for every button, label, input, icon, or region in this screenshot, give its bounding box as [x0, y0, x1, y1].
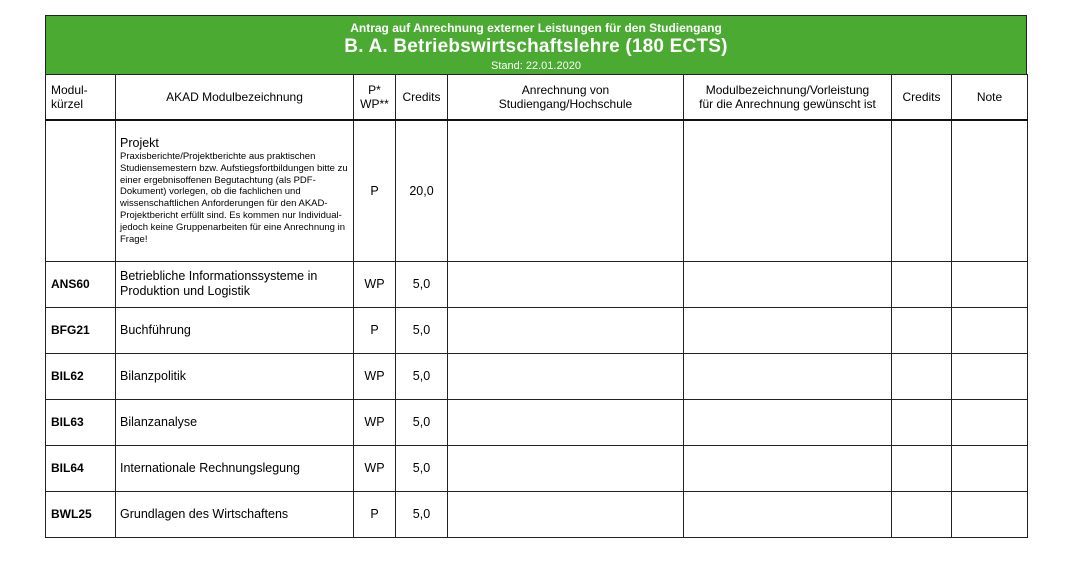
credits-input-cell[interactable]	[892, 120, 952, 261]
note-input-cell[interactable]	[952, 399, 1028, 445]
anrechnung-input-cell[interactable]	[448, 445, 684, 491]
table-row	[46, 307, 1028, 353]
module-code: BIL62	[46, 353, 116, 399]
anrechnung-input-cell[interactable]	[448, 491, 684, 537]
module-name: Projekt	[120, 136, 159, 151]
header-credits-external: Credits	[892, 75, 952, 121]
credits-input-cell[interactable]	[892, 261, 952, 307]
module-code: BIL64	[46, 445, 116, 491]
module-credits: 5,0	[396, 261, 448, 307]
module-type: P	[354, 491, 396, 537]
credits-input-cell[interactable]	[892, 399, 952, 445]
module-name: Bilanzpolitik	[116, 353, 354, 399]
module-code	[46, 120, 116, 261]
note-input-cell[interactable]	[952, 445, 1028, 491]
header-wp-line: WP**	[360, 97, 389, 111]
module-name: Bilanzanalyse	[116, 399, 354, 445]
module-name-cell	[116, 120, 354, 261]
module-type: WP	[354, 261, 396, 307]
module-type: WP	[354, 399, 396, 445]
header-anrechnung-line1: Anrechnung von	[521, 83, 610, 97]
header-modul-line2: kürzel	[51, 97, 84, 111]
module-credits: 5,0	[396, 491, 448, 537]
note-input-cell[interactable]	[952, 261, 1028, 307]
vorleistung-input-cell[interactable]	[684, 353, 892, 399]
module-type: P	[354, 307, 396, 353]
module-credits: 5,0	[396, 353, 448, 399]
banner-subtitle: Antrag auf Anrechnung externer Leistungen für den Studiengang	[350, 21, 722, 35]
banner-date: Stand: 22.01.2020	[491, 60, 581, 72]
anrechnung-input-cell[interactable]	[448, 120, 684, 261]
note-input-cell[interactable]	[952, 307, 1028, 353]
header-p-wp	[354, 75, 396, 121]
vorleistung-input-cell[interactable]	[684, 491, 892, 537]
anrechnung-input-cell[interactable]	[448, 261, 684, 307]
module-credits: 5,0	[396, 399, 448, 445]
anrechnung-input-cell[interactable]	[448, 353, 684, 399]
header-note: Note	[952, 75, 1028, 121]
header-anrechnung	[448, 75, 684, 121]
header-akad-modulbezeichnung: AKAD Modulbezeichnung	[116, 75, 354, 121]
table-row-projekt	[46, 120, 1028, 261]
vorleistung-input-cell[interactable]	[684, 399, 892, 445]
note-input-cell[interactable]	[952, 491, 1028, 537]
module-code: BIL63	[46, 399, 116, 445]
banner-title: B. A. Betriebswirtschaftslehre (180 ECTS)	[344, 36, 728, 57]
header-modul-line1: Modul-	[51, 83, 88, 97]
module-credits: 5,0	[396, 445, 448, 491]
vorleistung-input-cell[interactable]	[684, 120, 892, 261]
header-modulkuerzel	[46, 75, 116, 121]
anrechnung-input-cell[interactable]	[448, 307, 684, 353]
credits-input-cell[interactable]	[892, 353, 952, 399]
table-row	[46, 399, 1028, 445]
table-row	[46, 261, 1028, 307]
header-p-line: P*	[368, 83, 381, 97]
module-name: Internationale Rechnungslegung	[116, 445, 354, 491]
header-credits: Credits	[396, 75, 448, 121]
application-form	[45, 15, 1027, 538]
header-vorleistung	[684, 75, 892, 121]
table-row	[46, 445, 1028, 491]
vorleistung-input-cell[interactable]	[684, 261, 892, 307]
anrechnung-input-cell[interactable]	[448, 399, 684, 445]
table-row	[46, 353, 1028, 399]
table-row	[46, 491, 1028, 537]
module-type: WP	[354, 353, 396, 399]
module-name: Betriebliche Informationssysteme in Produktion und Logistik	[116, 261, 354, 307]
module-code: BFG21	[46, 307, 116, 353]
credits-input-cell[interactable]	[892, 307, 952, 353]
note-input-cell[interactable]	[952, 120, 1028, 261]
module-table	[45, 74, 1028, 538]
table-header-row	[46, 75, 1028, 121]
header-vorleistung-line2: für die Anrechnung gewünscht ist	[699, 97, 876, 111]
module-credits: 20,0	[396, 120, 448, 261]
vorleistung-input-cell[interactable]	[684, 307, 892, 353]
module-name: Buchführung	[116, 307, 354, 353]
module-name: Grundlagen des Wirtschaftens	[116, 491, 354, 537]
form-banner	[45, 15, 1027, 74]
credits-input-cell[interactable]	[892, 491, 952, 537]
credits-input-cell[interactable]	[892, 445, 952, 491]
module-description: Praxisberichte/Projektberichte aus praktischen Studiensemestern bzw. Aufstiegsfortbildungen bitte zu einer ergebnisoffenen Begutachtung (als PDF-Dokument) vorlegen, ob die fachlichen und wissenschaftlichen Anforderungen für den AKAD-Projektbericht erfüllt sind. Es kommen nur Individual- jedoch keine Gruppenarbeiten für eine Anrechnung in Frage!	[120, 151, 348, 245]
header-vorleistung-line1: Modulbezeichnung/Vorleistung	[705, 83, 870, 97]
note-input-cell[interactable]	[952, 353, 1028, 399]
module-credits: 5,0	[396, 307, 448, 353]
vorleistung-input-cell[interactable]	[684, 445, 892, 491]
module-code: ANS60	[46, 261, 116, 307]
module-code: BWL25	[46, 491, 116, 537]
module-type: WP	[354, 445, 396, 491]
module-type: P	[354, 120, 396, 261]
header-anrechnung-line2: Studiengang/Hochschule	[498, 97, 633, 111]
